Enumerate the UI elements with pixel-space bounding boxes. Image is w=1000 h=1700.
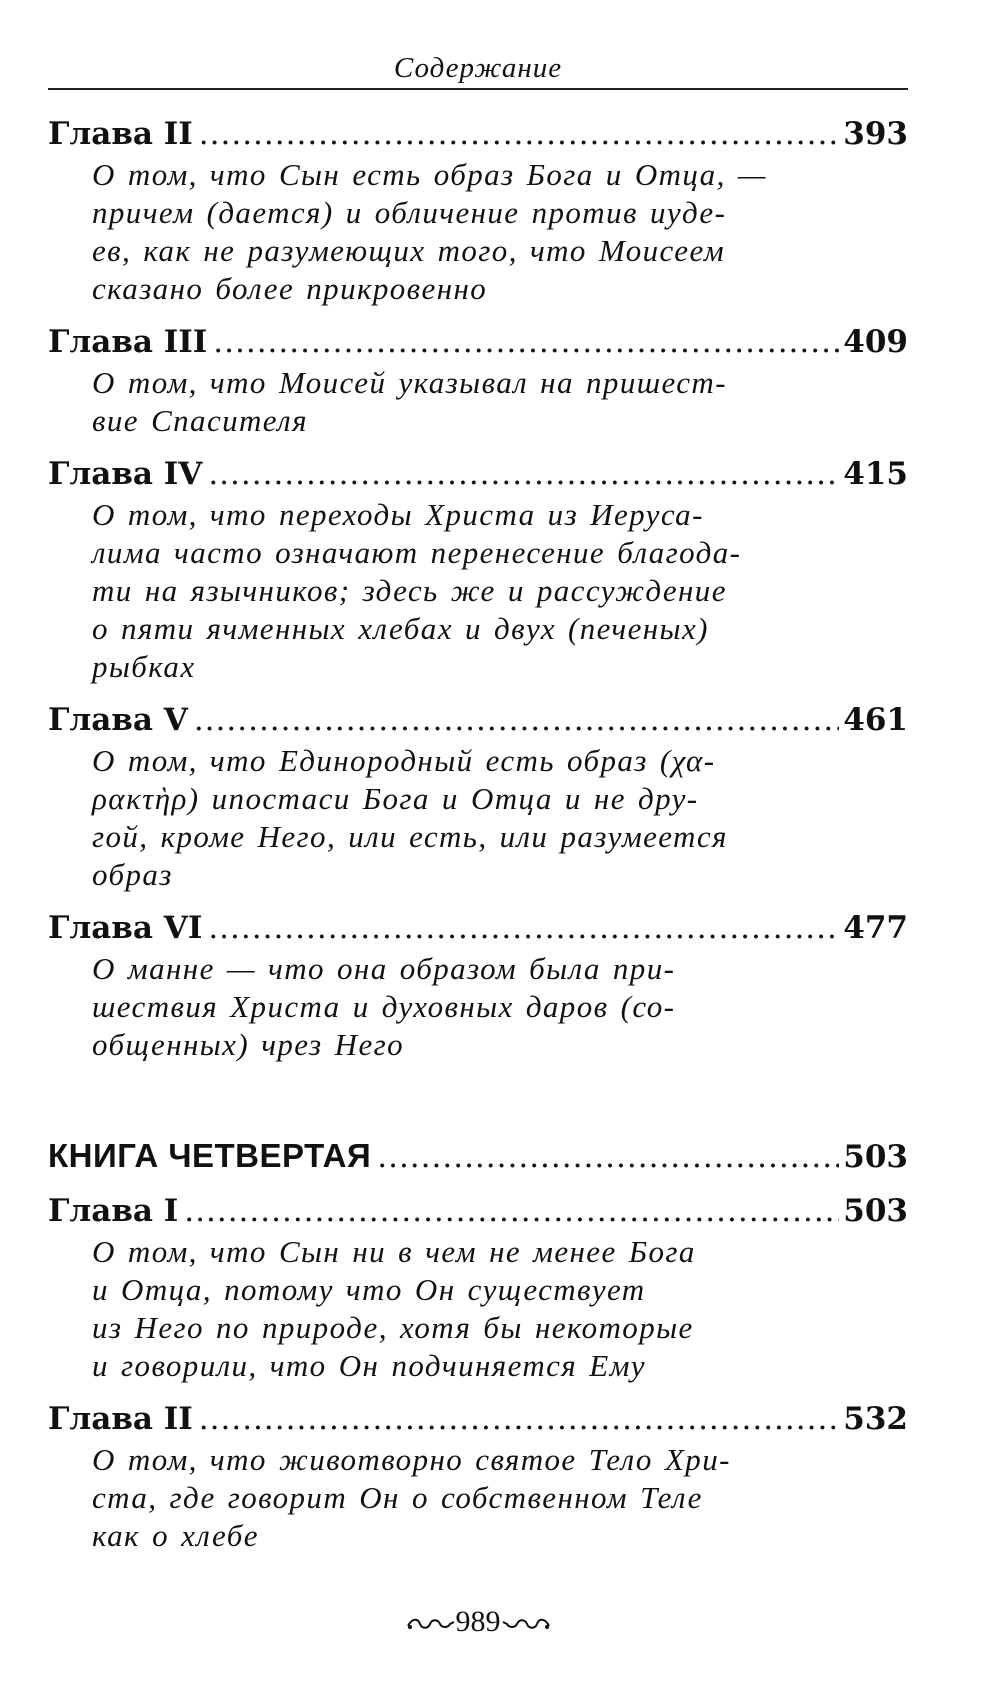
- description-line: шествия Христа и духовных даров (со-: [92, 989, 676, 1024]
- description-line: и говорили, что Он подчиняется Ему: [92, 1348, 646, 1383]
- description-line: образ: [92, 857, 173, 892]
- chapter-heading-line: [48, 452, 908, 496]
- description-line: как о хлебе: [92, 1518, 259, 1553]
- chapter-label: Глава VI: [48, 910, 203, 946]
- chapter-list-book-four: [48, 1189, 908, 1555]
- chapter-entry: [48, 1397, 908, 1555]
- chapter-description: [92, 364, 864, 440]
- dot-leader: [213, 320, 839, 364]
- chapter-label: Глава I: [48, 1193, 179, 1229]
- chapter-description: [92, 496, 864, 686]
- description-line: О том, что переходы Христа из Иеруса-: [92, 497, 704, 532]
- chapter-entry: [48, 112, 908, 308]
- description-line: причем (дается) и обличение против иуде-: [92, 195, 727, 230]
- dot-leader: [184, 1189, 839, 1233]
- description-line: гой, кроме Него, или есть, или разумеется: [92, 819, 728, 854]
- description-line: О манне — что она образом была при-: [92, 951, 676, 986]
- description-line: рыбках: [92, 649, 196, 684]
- chapter-label: Глава IV: [48, 456, 203, 492]
- dot-leader: [208, 906, 839, 950]
- page-folio: [48, 1602, 908, 1642]
- book-page: [48, 0, 908, 1700]
- chapter-page-number: 532: [843, 1401, 908, 1437]
- chapter-heading-line: [48, 1397, 908, 1441]
- dot-leader: [377, 1135, 839, 1179]
- description-line: лима часто означают перенесение благода-: [92, 535, 742, 570]
- description-line: О том, что Сын ни в чем не менее Бога: [92, 1234, 696, 1269]
- chapter-heading-line: [48, 698, 908, 742]
- chapter-page-number: 393: [843, 116, 908, 152]
- chapter-entry: [48, 452, 908, 686]
- chapter-heading-line: [48, 1189, 908, 1233]
- description-line: и Отца, потому что Он существует: [92, 1272, 646, 1307]
- description-line: сказано более прикровенно: [92, 271, 488, 306]
- chapter-description: [92, 1233, 864, 1385]
- description-line: О том, что животворно святое Тело Хри-: [92, 1442, 731, 1477]
- chapter-heading-line: [48, 906, 908, 950]
- description-line: вие Спасителя: [92, 403, 308, 438]
- chapter-description: [92, 950, 864, 1064]
- chapter-entry: [48, 698, 908, 894]
- chapter-entry: [48, 1189, 908, 1385]
- chapter-heading-line: [48, 320, 908, 364]
- chapter-label: Глава V: [48, 702, 188, 738]
- chapter-description: [92, 742, 864, 894]
- chapter-page-number: 477: [843, 910, 908, 946]
- chapter-heading-line: [48, 112, 908, 156]
- book-heading-entry: [48, 1134, 908, 1179]
- chapter-list-book-three: [48, 112, 908, 1064]
- dot-leader: [199, 1397, 840, 1441]
- description-line: О том, что Сын есть образ Бога и Отца, —: [92, 157, 767, 192]
- chapter-entry: [48, 906, 908, 1064]
- description-line: из Него по природе, хотя бы некоторые: [92, 1310, 694, 1345]
- description-line: О том, что Единородный есть образ (χα-: [92, 743, 716, 778]
- chapter-label: Глава II: [48, 1401, 193, 1437]
- folio-number: 989: [455, 1605, 501, 1638]
- book-title: КНИГА ЧЕТВЕРТАЯ: [48, 1137, 372, 1174]
- header-rule: [48, 88, 908, 90]
- description-line: о пяти ячменных хлебах и двух (печеных): [92, 611, 709, 646]
- dot-leader: [199, 112, 840, 156]
- running-head: Содержание: [393, 52, 563, 84]
- chapter-entry: [48, 320, 908, 440]
- description-line: ста, где говорит Он о собственном Теле: [92, 1480, 703, 1515]
- dot-leader: [194, 698, 839, 742]
- chapter-page-number: 503: [843, 1193, 908, 1229]
- description-line: ти на язычников; здесь же и рассуждение: [92, 573, 727, 608]
- description-line: ρακτὴρ) ипостаси Бога и Отца и не дру-: [92, 781, 699, 816]
- table-of-contents: [48, 112, 908, 1567]
- book-page-number: 503: [843, 1139, 908, 1175]
- chapter-label: Глава III: [48, 324, 208, 360]
- chapter-label: Глава II: [48, 116, 193, 152]
- left-flourish-icon: [406, 1616, 456, 1632]
- description-line: общенных) чрез Него: [92, 1027, 405, 1062]
- chapter-description: [92, 156, 864, 308]
- right-flourish-icon: [501, 1616, 551, 1632]
- description-line: О том, что Моисей указывал на пришест-: [92, 365, 727, 400]
- chapter-page-number: 461: [843, 702, 908, 738]
- chapter-page-number: 415: [843, 456, 908, 492]
- chapter-description: [92, 1441, 864, 1555]
- chapter-page-number: 409: [843, 324, 908, 360]
- description-line: ев, как не разумеющих того, что Моисеем: [92, 233, 726, 268]
- dot-leader: [208, 452, 839, 496]
